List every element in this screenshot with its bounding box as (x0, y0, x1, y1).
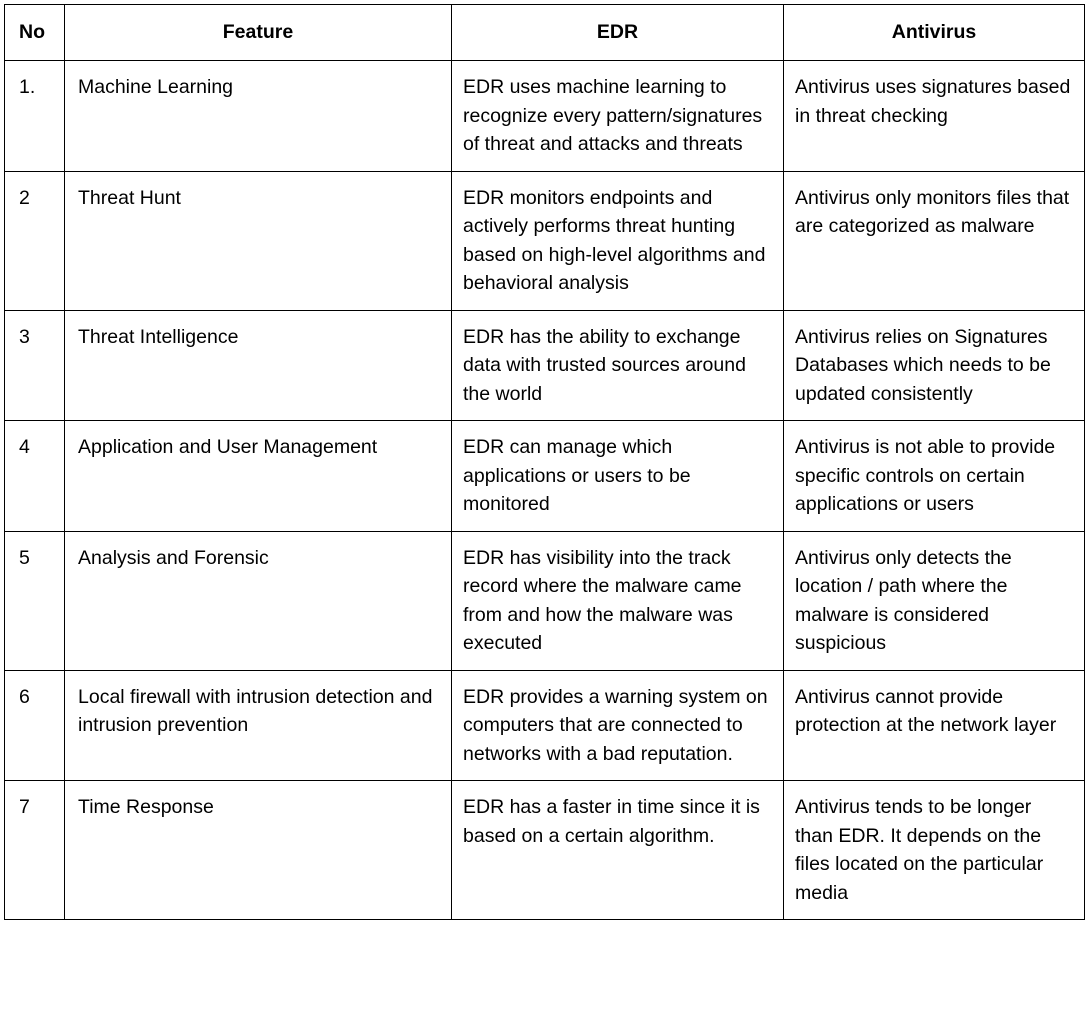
header-feature: Feature (65, 5, 452, 61)
table-row (5, 171, 1085, 310)
row-number: 6 (5, 670, 65, 781)
row-number: 4 (5, 421, 65, 532)
table-row (5, 531, 1085, 670)
header-antivirus: Antivirus (784, 5, 1085, 61)
table-row (5, 670, 1085, 781)
table-row (5, 61, 1085, 172)
row-antivirus: Antivirus cannot provide protection at the network layer (784, 670, 1085, 781)
row-antivirus: Antivirus only monitors files that are categorized as malware (784, 171, 1085, 310)
row-edr: EDR provides a warning system on computers that are connected to networks with a bad reputation. (452, 670, 784, 781)
row-antivirus: Antivirus tends to be longer than EDR. It depends on the files located on the particular media (784, 781, 1085, 920)
row-antivirus: Antivirus uses signatures based in threat checking (784, 61, 1085, 172)
row-feature: Analysis and Forensic (65, 531, 452, 670)
header-edr: EDR (452, 5, 784, 61)
row-number: 7 (5, 781, 65, 920)
row-feature: Threat Intelligence (65, 310, 452, 421)
table-row (5, 310, 1085, 421)
table-row (5, 421, 1085, 532)
row-edr: EDR has visibility into the track record where the malware came from and how the malware was executed (452, 531, 784, 670)
row-number: 3 (5, 310, 65, 421)
row-edr: EDR uses machine learning to recognize every pattern/signatures of threat and attacks and threats (452, 61, 784, 172)
row-number: 5 (5, 531, 65, 670)
row-feature: Machine Learning (65, 61, 452, 172)
row-antivirus: Antivirus is not able to provide specific controls on certain applications or users (784, 421, 1085, 532)
row-edr: EDR monitors endpoints and actively performs threat hunting based on high-level algorithms and behavioral analysis (452, 171, 784, 310)
table-row (5, 781, 1085, 920)
row-number: 2 (5, 171, 65, 310)
comparison-table (4, 4, 1085, 920)
row-feature: Threat Hunt (65, 171, 452, 310)
header-row (5, 5, 1085, 61)
row-antivirus: Antivirus relies on Signatures Databases which needs to be updated consistently (784, 310, 1085, 421)
row-edr: EDR can manage which applications or users to be monitored (452, 421, 784, 532)
row-number: 1. (5, 61, 65, 172)
row-feature: Time Response (65, 781, 452, 920)
header-no: No (5, 5, 65, 61)
row-antivirus: Antivirus only detects the location / path where the malware is considered suspicious (784, 531, 1085, 670)
row-feature: Application and User Management (65, 421, 452, 532)
row-edr: EDR has a faster in time since it is based on a certain algorithm. (452, 781, 784, 920)
row-feature: Local firewall with intrusion detection and intrusion prevention (65, 670, 452, 781)
row-edr: EDR has the ability to exchange data with trusted sources around the world (452, 310, 784, 421)
